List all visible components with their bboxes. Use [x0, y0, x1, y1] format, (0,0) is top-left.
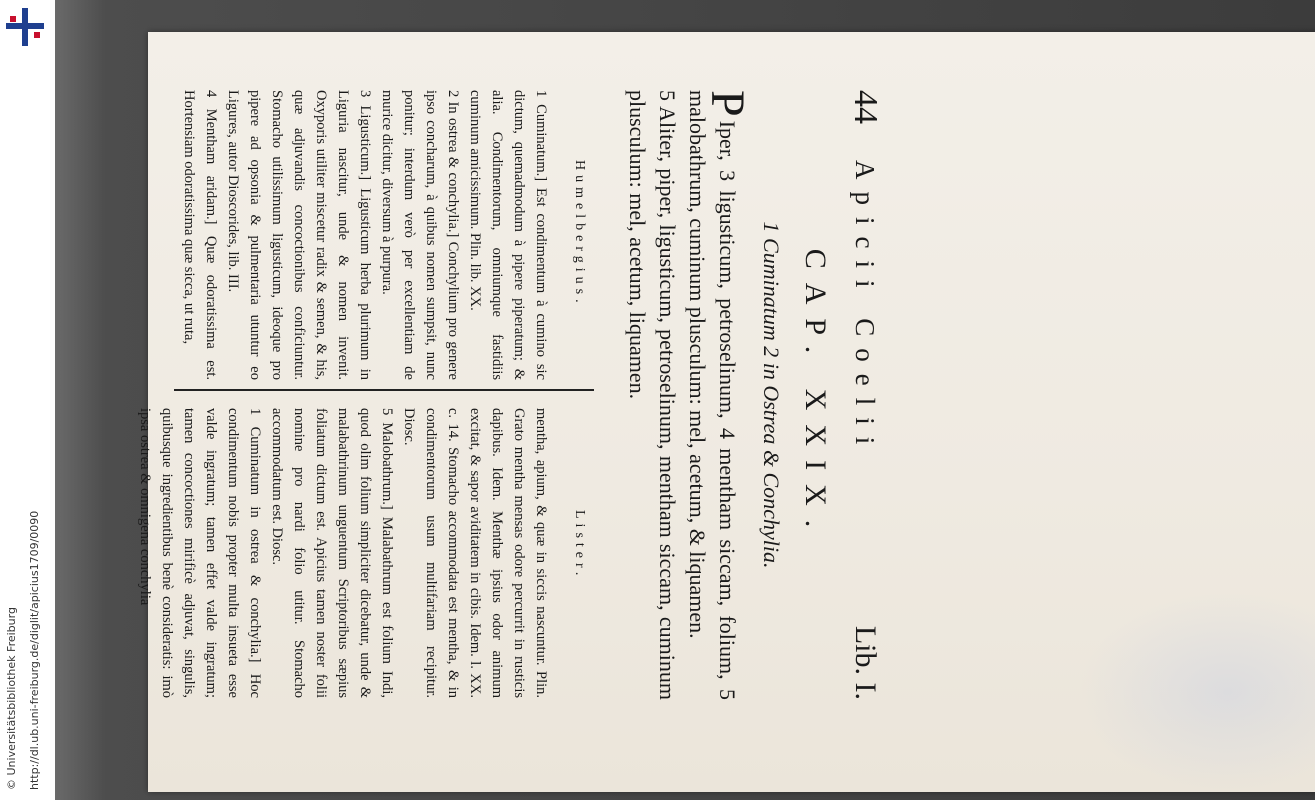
left-column-heading: Humelbergius. [572, 160, 587, 308]
main-paragraph-2: 5 Aliter, piper, ligusticum, petroselinum, mentham siccam, cuminum plusculum: mel, acetum, liquamen. [625, 90, 680, 700]
document-url[interactable]: http://dl.ub.uni-freiburg.de/diglit/apicius1709/0090 [28, 510, 41, 790]
main-paragraph-text: Iper, 3 ligusticum, petroselinum, 4 mentham siccam, folium, 5 malobathrum, cuminum plusculum: mel, acetum, & liquamen. [685, 90, 740, 700]
book-number: Lib. I. [849, 625, 882, 700]
drop-cap: P [701, 90, 754, 117]
main-paragraph [682, 90, 754, 700]
right-note: 5 Malobathrum.] Malabathrum est folium Indi, quod olim folium simpliciter dicebatur, unde & malabathrinum unguentum Scriptoribus sæpius foliatum dictum est. Apicius tamen noster folii nomine pro nardi folio utitur. Stomacho accommodatum est. Diosc. [269, 408, 395, 698]
copyright-notice: © Universitätsbibliothek Freiburg [5, 607, 18, 790]
page-header [844, 90, 884, 700]
left-note: 2 In ostrea & conchylia.] Conchylium pro genere ipso concharum, à quibus nomen sumpsit, nunc ponitur; interdum verò per excellentiam de murice dicitur, diversum à purpura. [379, 90, 461, 380]
left-note: 3 Ligusticum.] Ligusticum herba plurimum in Liguria nascitur, unde & nomen invenit. Oxyporis utiliter miscetur radix & semen, & his, quæ adjuvandis concoctionibus conficiuntur. Stomacho utilissimum ligusticum, ideoque pro pipere ad opsonia & pulmentaria utuntur eo Ligures, autor Dioscorides, lib. III. [225, 90, 373, 380]
chapter-subtitle: 1 Cuminatum 2 in Ostrea & Conchylia. [759, 221, 784, 569]
left-column [178, 90, 552, 380]
page-text-rotated [137, 90, 892, 700]
left-note: 4 Mentham aridam.] Quæ odoratissima est. Hortensiam odoratissima quæ sicca, ut ruta, [181, 90, 219, 380]
right-column [134, 408, 552, 698]
right-note: 1 Cuminatum in ostrea & conchylia.] Hoc condimentum nobis propter multa insueta esse valde ingratum; tamen effet valde ingratum; tamen concoctiones mirificè adjuvat, singulis, quibusque ingredientibus benè consideratis: imò ipsa ostrea & omnigena conchylia [137, 408, 263, 698]
paper-stain [1078, 592, 1315, 792]
column-divider [174, 389, 594, 391]
right-column-heading: Lister. [572, 510, 587, 581]
right-note: mentha, apium, & quæ in siccis nascuntur. Plin. Grato mentha mensas odore percurrit in rusticis dapibus. Idem. Menthæ ipsius odor animum excitat, & sapor aviditatem in cibis. Idem. l. XX. c. 14. Stomacho accommodata est mentha, & in condimentorum usum multifariam recipitur. Diosc. [401, 408, 549, 698]
main-text [622, 90, 754, 700]
running-head: Apicii Coelii [850, 160, 880, 457]
page-number: 44 [847, 90, 884, 124]
viewer-toolbar [0, 0, 56, 800]
chapter-heading: CAP. XXIX. [799, 248, 832, 542]
left-note: 1 Cuminatum.] Est condimentum à cumino sic dictum, quemadmodum à pipere piperatum; & alia. Condimentorum, omniumque fastidiis cuminum amicissimum. Plin. lib. XX. [467, 90, 549, 380]
university-logo-icon[interactable] [4, 6, 46, 48]
